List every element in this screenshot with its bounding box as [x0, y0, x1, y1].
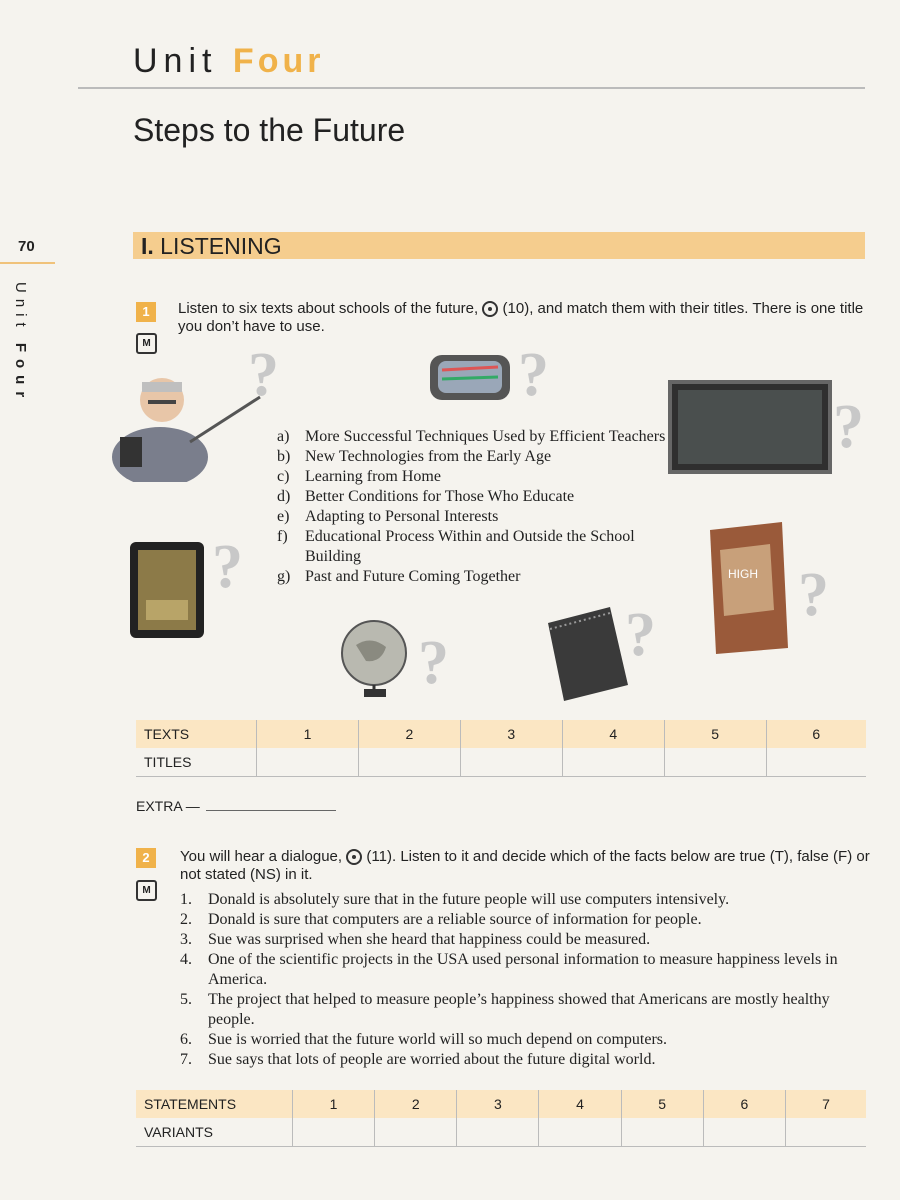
book-image	[700, 520, 790, 655]
m-icon: M	[136, 880, 157, 901]
table-cell: 4	[539, 1090, 621, 1118]
list-item: d) Better Conditions for Those Who Educate	[277, 488, 575, 505]
extra-line: EXTRA —	[136, 798, 336, 814]
question-mark-icon: ?	[418, 629, 449, 697]
table-cell: 3	[460, 720, 562, 748]
question-mark-icon: ?	[833, 393, 864, 461]
answer-cell[interactable]	[539, 1118, 621, 1147]
question-mark-icon: ?	[248, 341, 279, 409]
table-row	[136, 1118, 866, 1147]
table-cell: 1	[293, 1090, 375, 1118]
answer-cell[interactable]	[703, 1118, 785, 1147]
answer-cell[interactable]	[766, 748, 866, 777]
task-number-2: 2	[136, 848, 156, 868]
answer-cell[interactable]	[460, 748, 562, 777]
list-item: b) New Technologies from the Early Age	[277, 448, 552, 465]
list-item: a) More Successful Techniques Used by Efficient Teachers	[277, 428, 666, 445]
list-item: 3. Sue was surprised when she heard that happiness could be measured.	[180, 931, 651, 948]
table-cell: 2	[375, 1090, 457, 1118]
answer-cell[interactable]	[621, 1118, 703, 1147]
book-cover-text: HIGH	[728, 567, 758, 581]
row-header: VARIANTS	[136, 1118, 293, 1147]
answer-cell[interactable]	[375, 1118, 457, 1147]
answer-cell[interactable]	[664, 748, 766, 777]
pencil-case-image	[420, 345, 520, 410]
task2-instruction: You will hear a dialogue, (11). Listen to it and decide which of the facts below are true (T), false (F) or not stated (NS) in it.	[180, 848, 870, 883]
table-row	[136, 720, 866, 748]
table-cell: 5	[621, 1090, 703, 1118]
table-cell: 3	[457, 1090, 539, 1118]
page-title: Steps to the Future	[133, 112, 406, 148]
task1-instruction: Listen to six texts about schools of the future, (10), and match them with their titles. There is one title you don’t have to use.	[178, 300, 864, 335]
list-item: 2. Donald is sure that computers are a reliable source of information for people.	[180, 911, 702, 928]
question-mark-icon: ?	[518, 341, 549, 409]
section-header: I. LISTENING	[133, 232, 865, 259]
header-divider	[78, 87, 865, 89]
table-cell: 1	[257, 720, 359, 748]
list-item: 5. The project that helped to measure people’s happiness showed that Americans are mostly healthy people.	[180, 991, 830, 1028]
unit-heading: Unit Four	[133, 42, 325, 80]
list-item: f) Educational Process Within and Outside the School Building	[277, 528, 635, 565]
list-item: g) Past and Future Coming Together	[277, 568, 521, 585]
titles-list	[277, 427, 667, 587]
tablet-image	[128, 540, 208, 640]
globe-image	[336, 615, 416, 705]
notebook-image	[540, 605, 630, 705]
task-number-1: 1	[136, 302, 156, 322]
table-cell: 4	[562, 720, 664, 748]
audio-disc-icon	[482, 301, 498, 317]
texts-titles-table	[136, 720, 866, 777]
teacher-image	[100, 352, 270, 482]
table-cell: 5	[664, 720, 766, 748]
answer-cell[interactable]	[358, 748, 460, 777]
audio-disc-icon	[346, 849, 362, 865]
table-row	[136, 748, 866, 777]
row-header: TEXTS	[136, 720, 257, 748]
question-mark-icon: ?	[212, 533, 243, 601]
answer-cell[interactable]	[785, 1118, 866, 1147]
row-header: TITLES	[136, 748, 257, 777]
row-header: STATEMENTS	[136, 1090, 293, 1118]
table-cell: 6	[703, 1090, 785, 1118]
table-cell: 2	[358, 720, 460, 748]
answer-cell[interactable]	[293, 1118, 375, 1147]
list-item: 7. Sue says that lots of people are worried about the future digital world.	[180, 1051, 656, 1068]
list-item: 1. Donald is absolutely sure that in the future people will use computers intensively.	[180, 891, 730, 908]
question-mark-icon: ?	[625, 601, 656, 669]
extra-answer-blank[interactable]	[206, 810, 336, 811]
statements-list	[180, 890, 872, 1070]
table-cell: 7	[785, 1090, 866, 1118]
table-cell: 6	[766, 720, 866, 748]
question-mark-icon: ?	[798, 561, 829, 629]
side-divider	[0, 262, 55, 264]
side-unit-label: Unit Four	[12, 282, 29, 405]
list-item: e) Adapting to Personal Interests	[277, 508, 499, 525]
answer-cell[interactable]	[562, 748, 664, 777]
list-item: 4. One of the scientific projects in the USA used personal information to measure happiness levels in America.	[180, 951, 838, 988]
table-row	[136, 1090, 866, 1118]
list-item: c) Learning from Home	[277, 468, 441, 485]
m-icon: M	[136, 333, 157, 354]
answer-cell[interactable]	[457, 1118, 539, 1147]
list-item: 6. Sue is worried that the future world will so much depend on computers.	[180, 1031, 668, 1048]
page-number: 70	[18, 238, 35, 255]
statements-variants-table	[136, 1090, 866, 1147]
blackboard-image	[668, 380, 833, 475]
answer-cell[interactable]	[257, 748, 359, 777]
